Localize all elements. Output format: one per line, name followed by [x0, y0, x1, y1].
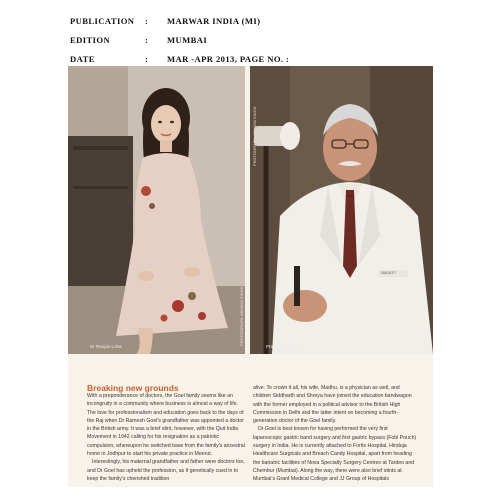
publication-label: PUBLICATION	[70, 15, 135, 26]
left-photo-vertical-credit: PHOTOGRAPH: ABHAYA SINGH	[239, 286, 244, 346]
magazine-clipping	[68, 66, 433, 487]
article-paragraph: Interestingly, his maternal grandfather and father were doctors too, and Dr Goel has upheld the profession, as if genetically cued in to keep the family's cherished tradition	[87, 459, 245, 482]
woman-portrait-illustration	[68, 66, 245, 354]
edition-row	[70, 30, 400, 49]
article-headline: Breaking new grounds	[87, 383, 179, 393]
right-photo-credit: Pradeep Swarup	[266, 344, 300, 349]
publication-value: MARWAR INDIA (MI)	[167, 15, 261, 26]
article-column-right	[253, 384, 418, 484]
edition-label: EDITION	[70, 34, 111, 45]
article-column-left	[87, 392, 247, 483]
coat-label: SMIJEET	[381, 271, 397, 275]
article-paragraph: With a preponderance of doctors, the Goel family seems like an incongruity in a community where business is almost a way of life. The love for professionalism and education goes back to the days of the Raj when Dr Ramesh Goel's grandfather was appointed a doctor in the British army. It was a brief stint, however, with the Quit India Movement in 1942 calling for his resignation as a patriotic compulsion, whereupon he switched base from the family's ancestral home in Jodhpur to start his private practice in Meerut.	[87, 393, 245, 458]
doctor-portrait-photo	[250, 66, 433, 354]
article-paragraph: alive. To crown it all, his wife, Madhu, is a physician as well, and children Siddharth and Shreya have joined the education bandwagon with the former employed in a political advisor to the British High Commission in Delhi and the latter intent on becoming a fourth-generation doctor of the Goel family.	[253, 385, 412, 425]
edition-colon: :	[145, 34, 149, 45]
edition-value: MUMBAI	[167, 34, 208, 45]
date-label: DATE	[70, 53, 95, 64]
date-colon: :	[145, 53, 149, 64]
woman-portrait-photo	[68, 66, 245, 354]
left-photo-credit: Dr Ranjan Loha	[90, 344, 122, 349]
article-paragraph: Dr Goel is best known for having performed the very first laparoscopic gastric band surgery and first gastric bypass (Fobi Pouch) surgery in India. He is currently attached to Fortis Hospital, Hinduja Healthcare Surgicals and Breach Candy Hospital, apart from heading the bariatric facilities of Nova Specialty Surgery Centres at Tardeo and Chembur (Mumbai). Along the way, there were also brief stints at Mumbai's Grant Medical College and JJ Group of Hospitals	[253, 426, 417, 483]
publication-colon: :	[145, 15, 149, 26]
publication-row	[70, 11, 400, 30]
doctor-portrait-illustration	[250, 66, 433, 354]
date-value: MAR -APR 2013, PAGE NO. :	[167, 53, 290, 64]
right-photo-vertical-credit: PHOTOGRAPH: ABHAYA SINGH	[252, 106, 257, 166]
publication-header	[70, 11, 400, 68]
